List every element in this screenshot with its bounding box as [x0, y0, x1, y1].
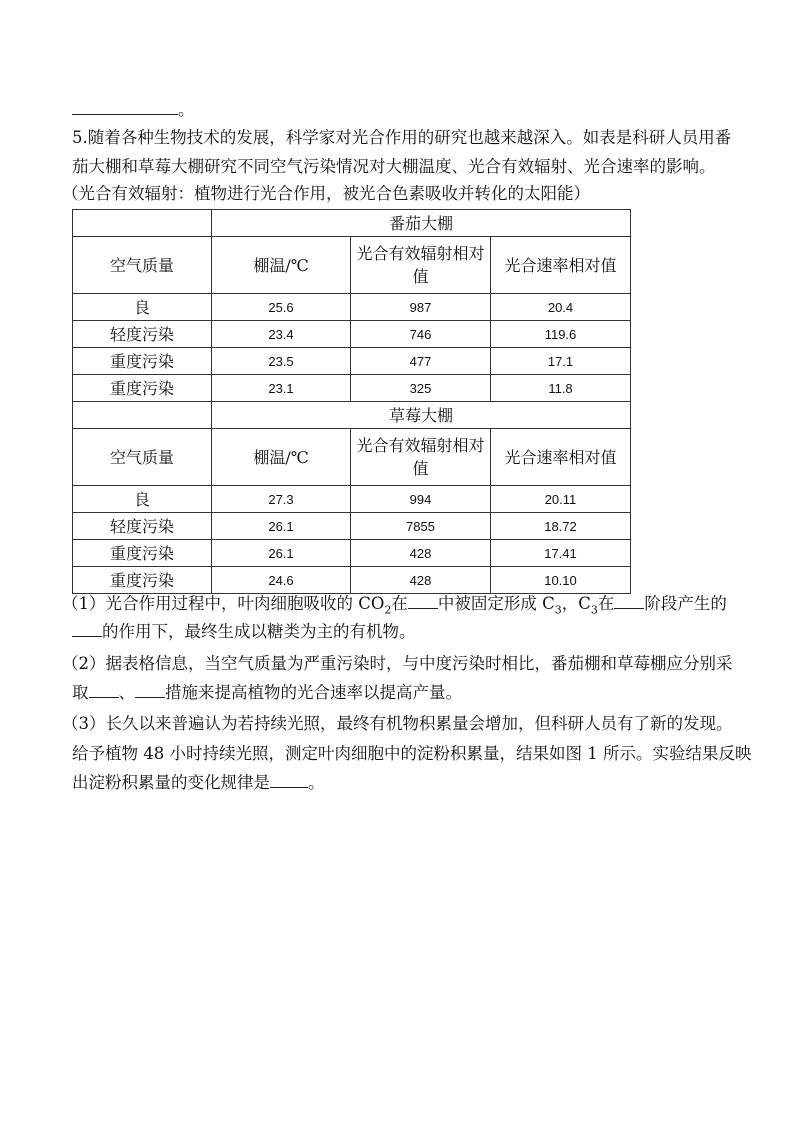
table-cell: 良	[73, 486, 212, 513]
data-table	[72, 209, 631, 594]
table-cell: 23.5	[212, 348, 351, 375]
q3-text: 出淀粉积累量的变化规律是	[72, 773, 270, 792]
table-cell: 27.3	[212, 486, 351, 513]
header-cell: 光合有效辐射相对值	[351, 237, 491, 294]
question-intro-line-2: 茄大棚和草莓大棚研究不同空气污染情况对大棚温度、光合有效辐射、光合速率的影响。	[72, 157, 716, 176]
table-cell: 428	[351, 540, 491, 567]
q3-text: 。	[308, 773, 325, 792]
question-2-line-1: （2）据表格信息，当空气质量为严重污染时，与中度污染时相比，番茄棚和草莓棚应分别采	[62, 654, 733, 673]
table-cell: 23.1	[212, 375, 351, 402]
table-cell: 18.72	[491, 513, 631, 540]
question-2-line-2	[72, 681, 462, 705]
q1-subscript: 3	[590, 603, 598, 617]
empty-cell	[73, 210, 212, 237]
header-cell: 光合速率相对值	[491, 237, 631, 294]
question-3-line-2: 给予植物 48 小时持续光照，测定叶肉细胞中的淀粉积累量，结果如图 1 所示。实验结果反映	[72, 744, 752, 763]
table-row	[73, 513, 631, 540]
table-cell: 23.4	[212, 321, 351, 348]
table-cell: 26.1	[212, 513, 351, 540]
table-cell: 746	[351, 321, 491, 348]
table-cell: 25.6	[212, 294, 351, 321]
answer-blank	[614, 592, 644, 609]
question-intro-line-1: 5.随着各种生物技术的发展，科学家对光合作用的研究也越来越深入。如表是科研人员用番	[72, 128, 732, 147]
section-title-row	[73, 210, 631, 237]
table-cell: 325	[351, 375, 491, 402]
table-cell: 24.6	[212, 567, 351, 594]
table-row	[73, 294, 631, 321]
section-title: 草莓大棚	[212, 402, 631, 429]
table-cell: 10.10	[491, 567, 631, 594]
table-cell: 428	[351, 567, 491, 594]
answer-blank	[72, 98, 178, 115]
table-row	[73, 321, 631, 348]
table-cell: 26.1	[212, 540, 351, 567]
section-title: 番茄大棚	[212, 210, 631, 237]
header-cell: 光合有效辐射相对值	[351, 429, 491, 486]
q1-text: 的作用下，最终生成以糖类为主的有机物。	[102, 622, 416, 641]
previous-answer-line	[72, 98, 195, 122]
table-row	[73, 540, 631, 567]
table-cell: 轻度污染	[73, 513, 212, 540]
header-cell: 空气质量	[73, 237, 212, 294]
question-3-line-1: （3）长久以来普遍认为若持续光照，最终有机物积累量会增加，但科研人员有了新的发现。	[62, 714, 733, 733]
q1-text: 阶段产生的	[644, 594, 727, 613]
q2-text: 取	[72, 683, 89, 702]
header-row	[73, 429, 631, 486]
header-cell: 棚温/℃	[212, 237, 351, 294]
table-row	[73, 348, 631, 375]
q2-text: 、	[118, 683, 135, 702]
table-row	[73, 486, 631, 513]
q1-text: ，C	[561, 594, 591, 613]
table-cell: 良	[73, 294, 212, 321]
question-1-line-2	[72, 620, 416, 644]
question-intro-note: （光合有效辐射：植物进行光合作用，被光合色素吸收并转化的太阳能）	[62, 184, 590, 203]
q1-subscript: 2	[384, 603, 392, 617]
table-row	[73, 375, 631, 402]
table-cell: 17.1	[491, 348, 631, 375]
table-cell: 7855	[351, 513, 491, 540]
table-cell: 重度污染	[73, 567, 212, 594]
q2-text: 措施来提高植物的光合速率以提高产量。	[165, 683, 462, 702]
table-cell: 轻度污染	[73, 321, 212, 348]
table-cell: 重度污染	[73, 375, 212, 402]
q1-text: 中被固定形成 C	[437, 594, 555, 613]
table-cell: 477	[351, 348, 491, 375]
answer-blank	[270, 771, 308, 788]
q1-text: 在	[391, 594, 408, 613]
table-cell: 994	[351, 486, 491, 513]
table-cell: 987	[351, 294, 491, 321]
table-cell: 20.11	[491, 486, 631, 513]
answer-blank	[135, 681, 165, 698]
table-cell: 119.6	[491, 321, 631, 348]
header-row	[73, 237, 631, 294]
q1-text: 在	[597, 594, 615, 613]
table-cell: 11.8	[491, 375, 631, 402]
answer-blank	[89, 681, 119, 698]
answer-blank	[408, 592, 438, 609]
empty-cell	[73, 402, 212, 429]
header-cell: 棚温/℃	[212, 429, 351, 486]
section-title-row	[73, 402, 631, 429]
table-row	[73, 567, 631, 594]
table-cell: 20.4	[491, 294, 631, 321]
q1-text: （1）光合作用过程中，叶肉细胞吸收的 CO	[62, 594, 385, 613]
table-cell: 17.41	[491, 540, 631, 567]
header-cell: 光合速率相对值	[491, 429, 631, 486]
answer-blank	[72, 620, 102, 637]
q1-subscript: 3	[554, 603, 562, 617]
table-cell: 重度污染	[73, 348, 212, 375]
table-cell: 重度污染	[73, 540, 212, 567]
header-cell: 空气质量	[73, 429, 212, 486]
question-3-line-3	[72, 771, 325, 795]
question-1-line-1	[62, 592, 727, 616]
end-mark: 。	[178, 100, 195, 119]
